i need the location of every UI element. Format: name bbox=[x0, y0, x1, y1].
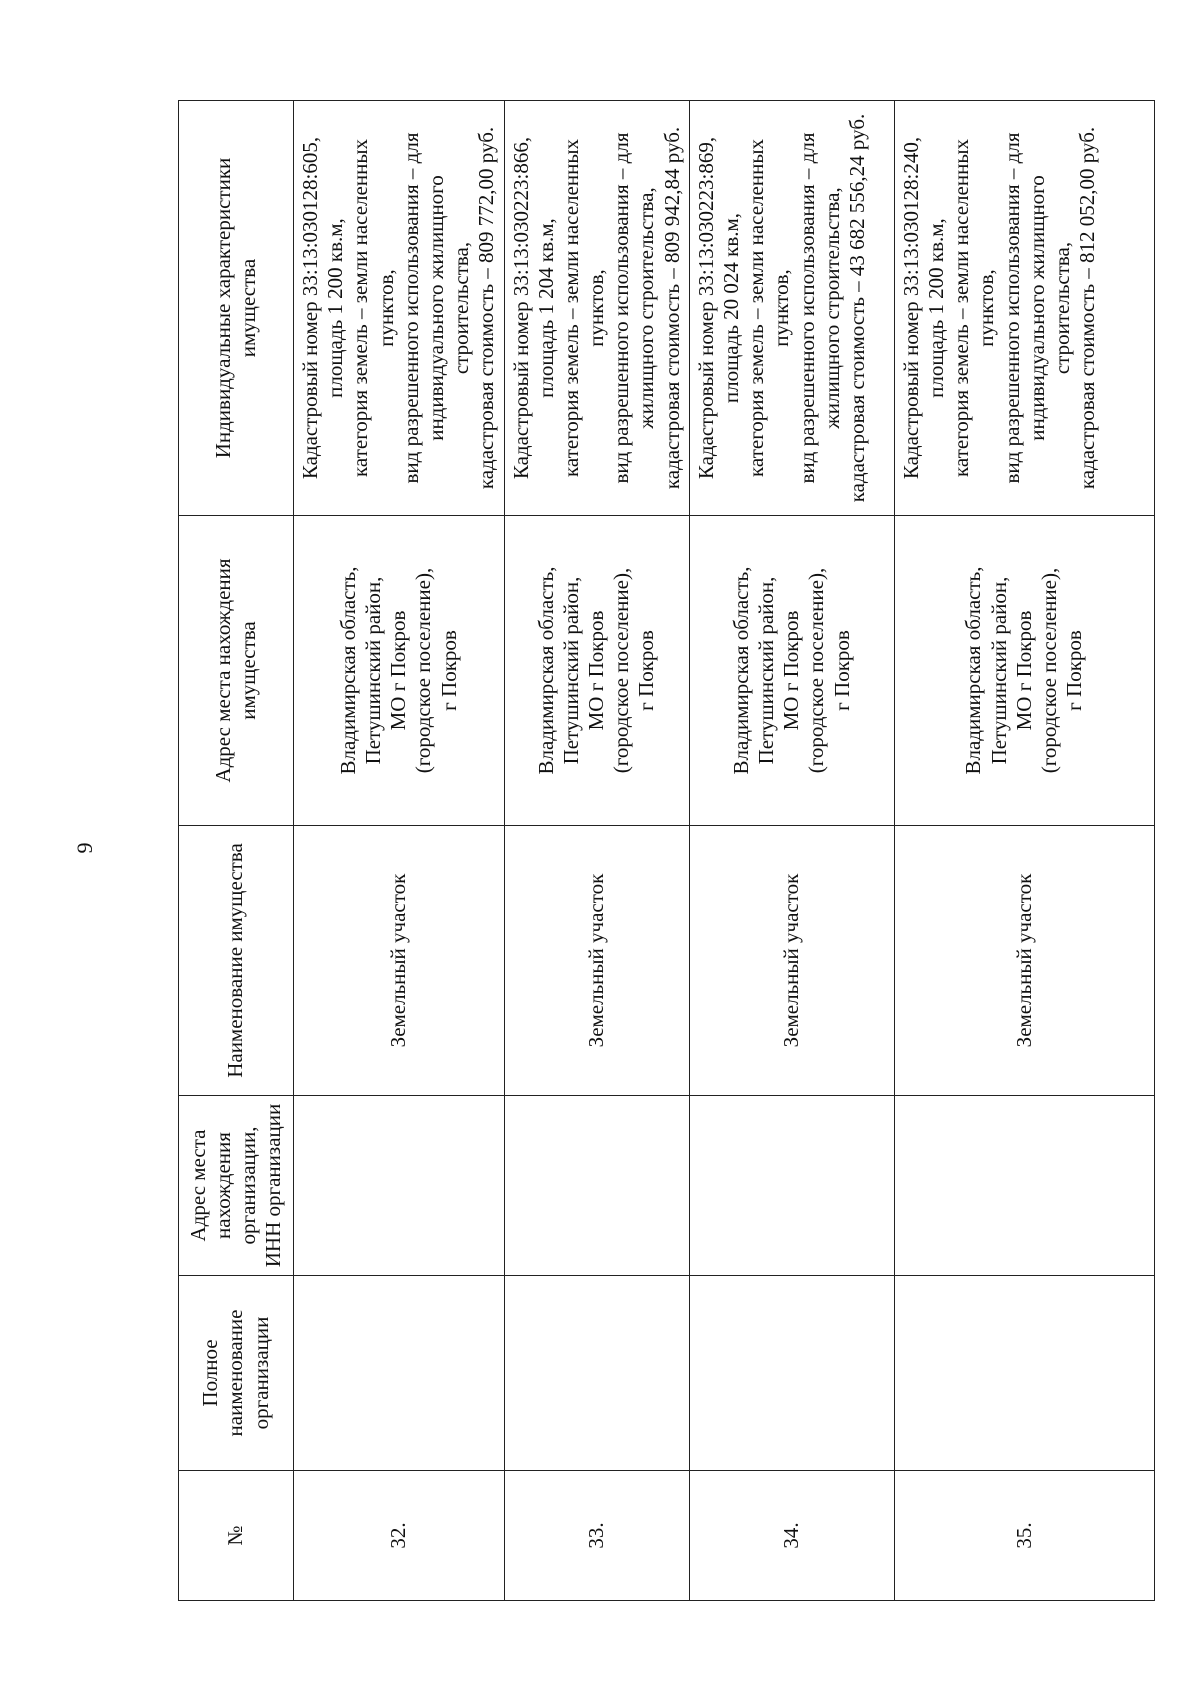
org-name-cell bbox=[504, 1276, 689, 1471]
address-line: Петушинский район, bbox=[754, 576, 779, 765]
property-name-cell: Земельный участок bbox=[894, 826, 1154, 1096]
org-address-cell bbox=[689, 1096, 894, 1276]
table-row bbox=[894, 101, 1154, 1601]
address-line: г Покров bbox=[829, 630, 854, 711]
characteristic-line: Кадастровый номер 33:13:030128:240, bbox=[898, 136, 923, 480]
address-line: г Покров bbox=[634, 630, 659, 711]
address-line: Петушинский район, bbox=[986, 576, 1011, 765]
row-number: 33. bbox=[504, 1471, 689, 1601]
org-address-cell bbox=[894, 1096, 1154, 1276]
characteristic-line: площадь 20 024 кв.м, bbox=[719, 212, 743, 404]
header-org-address: Адрес места нахождения организации, ИНН организации bbox=[179, 1096, 294, 1276]
org-address-cell bbox=[504, 1096, 689, 1276]
characteristic-line: вид разрешенного использования – для жилищного строительства, bbox=[609, 132, 659, 484]
address-line: Владимирская область, bbox=[335, 566, 360, 775]
header-row bbox=[179, 101, 294, 1601]
characteristic-line: вид разрешенного использования – для индивидуального жилищного строительства, bbox=[398, 132, 474, 484]
address-line: (городское поселение), bbox=[804, 567, 829, 774]
characteristic-line: кадастровая стоимость – 43 682 556,24 руб. bbox=[844, 113, 869, 503]
characteristic-line: вид разрешенного использования – для индивидуального жилищного строительства, bbox=[999, 132, 1074, 484]
characteristic-line: кадастровая стоимость – 812 052,00 руб. bbox=[1075, 126, 1100, 490]
header-org-name: Полное наименование организации bbox=[179, 1276, 294, 1471]
address-line: Петушинский район, bbox=[558, 576, 583, 765]
characteristic-line: категория земель – земли населенных пунктов, bbox=[744, 139, 794, 477]
address-line: Владимирская область, bbox=[533, 566, 558, 775]
characteristic-line: категория земель – земли населенных пунктов, bbox=[949, 139, 999, 477]
header-property-name: Наименование имущества bbox=[179, 826, 294, 1096]
header-num: № bbox=[179, 1471, 294, 1601]
characteristic-line: площадь 1 200 кв.м, bbox=[924, 218, 948, 398]
page-number: 9 bbox=[72, 842, 97, 854]
characteristic-line: Кадастровый номер 33:13:030128:605, bbox=[298, 136, 322, 480]
table-row bbox=[504, 101, 689, 1601]
address-line: (городское поселение), bbox=[1036, 567, 1061, 774]
table-row bbox=[689, 101, 894, 1601]
row-number: 35. bbox=[894, 1471, 1154, 1601]
address-line: (городское поселение), bbox=[411, 567, 436, 774]
address-line: г Покров bbox=[1062, 630, 1087, 711]
table-row bbox=[294, 101, 505, 1601]
address-line: МО г Покров bbox=[1011, 610, 1036, 731]
row-number: 32. bbox=[294, 1471, 505, 1601]
address-line: (городское поселение), bbox=[609, 567, 634, 774]
address-line: МО г Покров bbox=[386, 610, 411, 731]
row-number: 34. bbox=[689, 1471, 894, 1601]
address-line: г Покров bbox=[436, 630, 461, 711]
characteristic-line: кадастровая стоимость – 809 772,00 руб. bbox=[474, 126, 499, 490]
characteristics-cell bbox=[894, 101, 1154, 516]
property-table bbox=[178, 100, 1155, 1601]
org-name-cell bbox=[294, 1276, 505, 1471]
characteristic-line: кадастровая стоимость – 809 942,84 руб. bbox=[659, 126, 684, 490]
address-line: Владимирская область, bbox=[961, 566, 986, 775]
property-address-cell bbox=[504, 516, 689, 826]
address-line: МО г Покров bbox=[584, 610, 609, 731]
characteristic-line: категория земель – земли населенных пунктов, bbox=[348, 139, 398, 477]
characteristic-line: Кадастровый номер 33:13:030223:869, bbox=[693, 136, 718, 480]
address-line: Владимирская область, bbox=[728, 566, 753, 775]
property-address-cell bbox=[894, 516, 1154, 826]
address-line: МО г Покров bbox=[779, 610, 804, 731]
org-name-cell bbox=[894, 1276, 1154, 1471]
characteristics-cell bbox=[504, 101, 689, 516]
characteristic-line: категория земель – земли населенных пунктов, bbox=[558, 139, 609, 477]
characteristic-line: вид разрешенного использования – для жилищного строительства, bbox=[794, 132, 844, 484]
header-property-address: Адрес места нахождения имущества bbox=[179, 516, 294, 826]
header-characteristics: Индивидуальные характеристики имущества bbox=[179, 101, 294, 516]
property-table-frame bbox=[178, 101, 1123, 1601]
characteristic-line: Кадастровый номер 33:13:030223:866, bbox=[508, 136, 533, 480]
property-address-cell bbox=[689, 516, 894, 826]
property-address-cell bbox=[294, 516, 505, 826]
characteristics-cell bbox=[689, 101, 894, 516]
org-address-cell bbox=[294, 1096, 505, 1276]
property-name-cell: Земельный участок bbox=[294, 826, 505, 1096]
characteristic-line: площадь 1 200 кв.м, bbox=[323, 218, 348, 398]
characteristics-cell bbox=[294, 101, 505, 516]
property-name-cell: Земельный участок bbox=[504, 826, 689, 1096]
org-name-cell bbox=[689, 1276, 894, 1471]
property-name-cell: Земельный участок bbox=[689, 826, 894, 1096]
characteristic-line: площадь 1 204 кв.м, bbox=[533, 218, 558, 398]
address-line: Петушинский район, bbox=[360, 576, 385, 765]
